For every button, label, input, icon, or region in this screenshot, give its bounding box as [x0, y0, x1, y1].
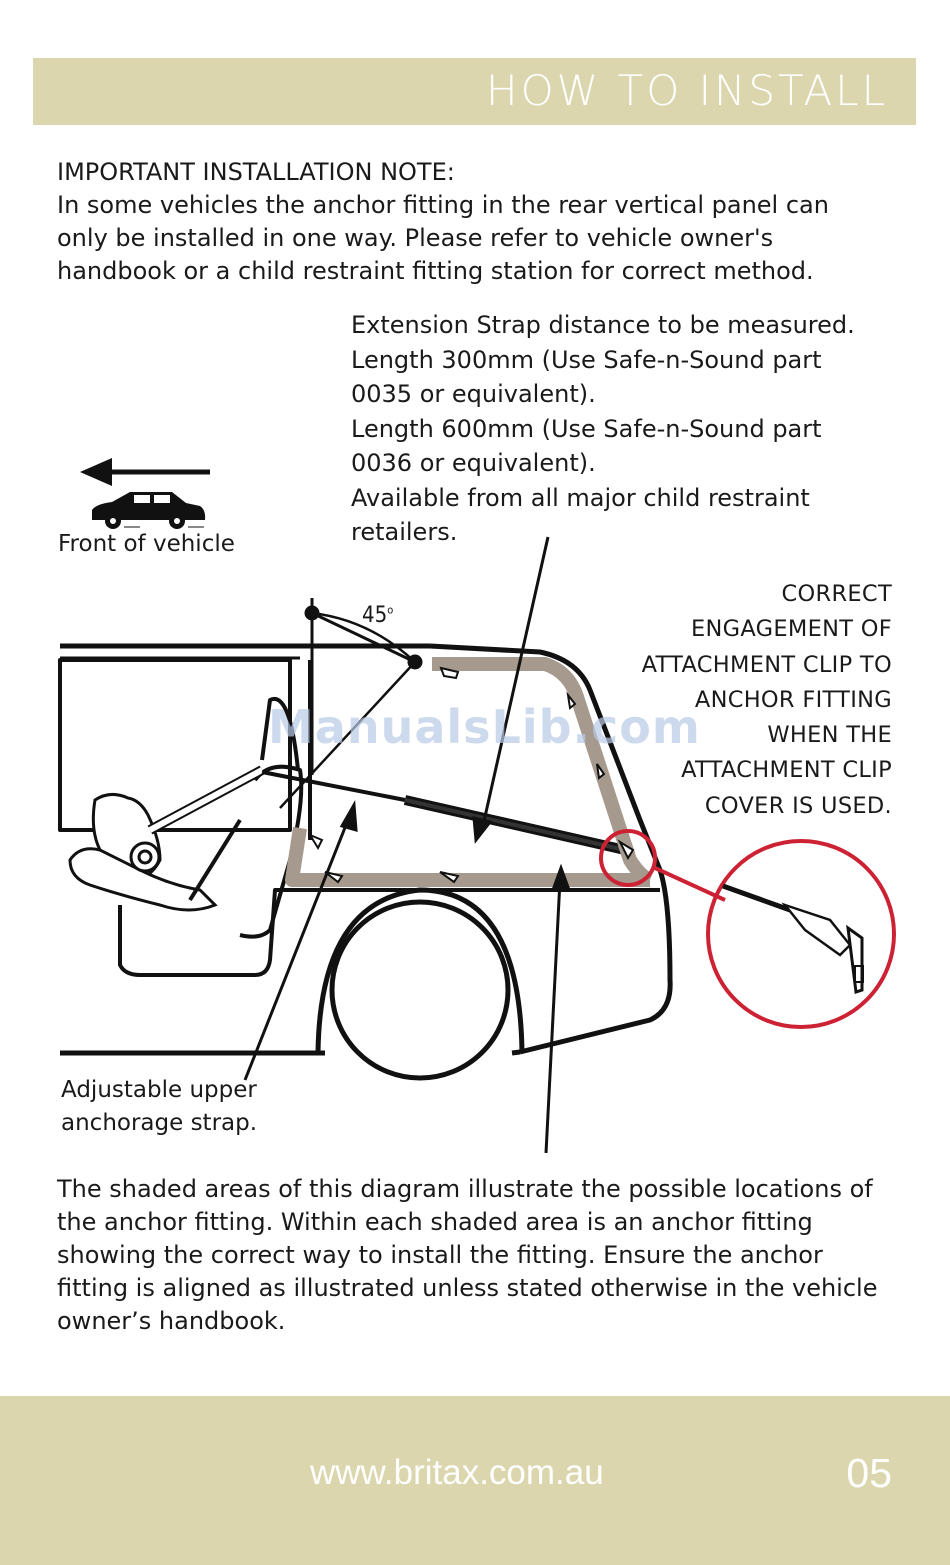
shaded-line: The shaded areas of this diagram illustrate the possible locations of	[57, 1175, 873, 1203]
front-of-vehicle-label: Front of vehicle	[58, 531, 235, 557]
website-link[interactable]: www.britax.com.au	[310, 1453, 604, 1492]
note-heading: IMPORTANT INSTALLATION NOTE:	[57, 158, 455, 186]
angle-value: 45	[362, 603, 388, 628]
note-line: handbook or a child restraint fitting station for correct method.	[57, 257, 814, 285]
extension-line: retailers.	[351, 518, 458, 546]
watermark: ManualsLib.com	[268, 700, 701, 754]
car-icon	[92, 492, 205, 529]
attachment-clip-detail-icon	[723, 886, 863, 992]
angle-label	[362, 603, 393, 628]
note-line: only be installed in one way. Please refer to vehicle owner's	[57, 224, 774, 252]
extension-line: 0035 or equivalent).	[351, 380, 596, 408]
shaded-line: owner’s handbook.	[57, 1307, 286, 1335]
engagement-line: ENGAGEMENT OF	[690, 616, 892, 643]
engagement-line: CORRECT	[781, 581, 892, 607]
engagement-line: WHEN THE	[767, 722, 892, 749]
extension-line: Length 600mm (Use Safe-n-Sound part	[351, 414, 822, 443]
engagement-line: ATTACHMENT CLIP	[681, 757, 892, 784]
shaded-line: fitting is aligned as illustrated unless stated otherwise in the vehicle	[57, 1274, 878, 1302]
extension-line: Length 300mm (Use Safe-n-Sound part	[351, 345, 822, 374]
shaded-line: the anchor fitting. Within each shaded area is an anchor fitting	[57, 1208, 813, 1236]
strap-label	[61, 1074, 257, 1140]
extension-line: Available from all major child restraint	[351, 483, 810, 512]
front-direction-arrow-icon	[80, 458, 210, 486]
page-title: HOW TO INSTALL	[486, 66, 888, 115]
strap-label-line: Adjustable upper	[61, 1077, 257, 1103]
engagement-line: ANCHOR FITTING	[694, 686, 892, 713]
infant-carrier-illustration	[70, 770, 262, 910]
note-line: In some vehicles the anchor fitting in the rear vertical panel can	[57, 191, 829, 219]
page-number: 05	[846, 1450, 892, 1496]
extension-line: Extension Strap distance to be measured.	[351, 311, 855, 339]
extension-line: 0036 or equivalent).	[351, 449, 596, 477]
engagement-line: ATTACHMENT CLIP TO	[641, 651, 892, 678]
footer-bar	[0, 1396, 950, 1565]
shaded-areas-note	[57, 1173, 917, 1338]
degree-mark: o	[387, 603, 394, 617]
engagement-line: COVER IS USED.	[704, 792, 892, 819]
strap-label-line: anchorage strap.	[61, 1110, 258, 1136]
shaded-line: showing the correct way to install the fitting. Ensure the anchor	[57, 1241, 823, 1269]
